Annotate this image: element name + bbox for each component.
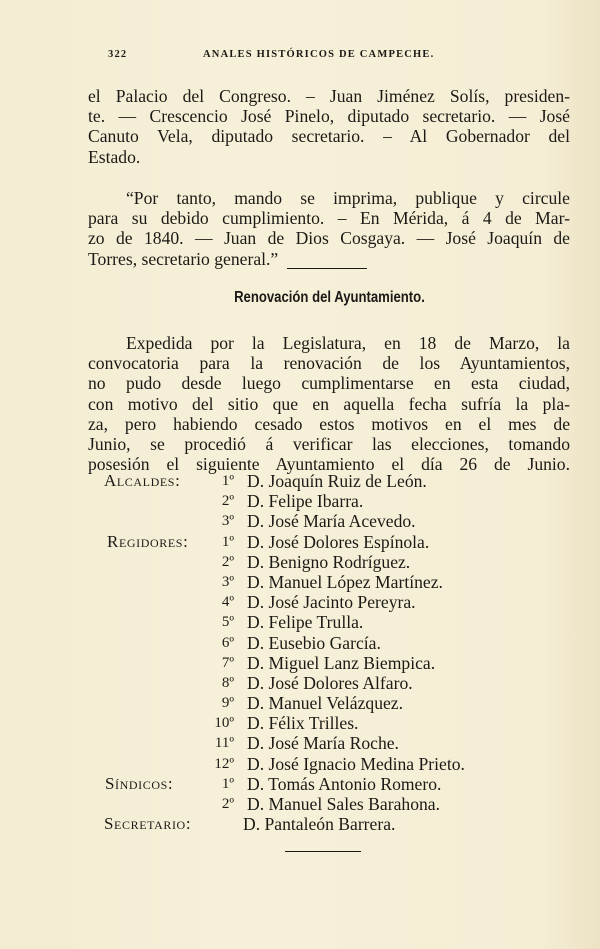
roster-category: Secretario: [104, 814, 192, 834]
roster-category: Regidores: [107, 531, 189, 551]
roster-ordinal: 1º [221, 533, 234, 550]
roster-ordinal: 5º [221, 614, 234, 631]
roster-ordinal: 3º [221, 513, 234, 530]
paragraph-renovation [88, 333, 570, 474]
roster-name: D. José Ignacio Medina Prieto. [247, 753, 465, 774]
roster-ordinal: 1º [221, 775, 234, 792]
roster-name: D. Felipe Ibarra. [247, 491, 364, 512]
text-line: Estado. [88, 146, 141, 167]
roster-name: D. Tomás Antonio Romero. [247, 773, 442, 794]
section-divider [287, 268, 367, 269]
roster-row [0, 491, 600, 511]
roster-name: D. Pantaleón Barrera. [243, 814, 396, 835]
roster-row [0, 693, 600, 713]
roster-row [0, 633, 600, 653]
section-heading: Renovación del Ayuntamiento. [234, 289, 425, 306]
end-divider [285, 851, 361, 852]
text-line: convocatoria para la renovación de los Ayuntamientos, [88, 353, 570, 374]
text-line: para su debido cumplimiento. – En Mérida, á 4 de Mar- [88, 208, 570, 229]
text-line: no pudo desde luego cumplimentarse en esta ciudad, [88, 373, 570, 394]
roster-row [0, 612, 600, 632]
roster-row [0, 653, 600, 673]
roster-name: D. Eusebio García. [247, 632, 381, 653]
text-line: za, pero habiendo cesado estos motivos en el mes de [88, 413, 570, 434]
text-line: zo de 1840. — Juan de Dios Cosgaya. — José Joaquín de [88, 228, 570, 249]
text-line: Canuto Vela, diputado secretario. – Al Gobernador del [88, 126, 570, 147]
roster-ordinal: 4º [221, 594, 234, 611]
page-number: 322 [108, 49, 128, 60]
roster-name: D. Felipe Trulla. [247, 612, 364, 633]
paragraph-promulgation [88, 188, 570, 269]
roster-name: D. Joaquín Ruiz de León. [247, 471, 427, 491]
roster-ordinal: 3º [221, 573, 234, 590]
roster-name: D. José Jacinto Pereyra. [247, 592, 416, 613]
running-title: ANALES HISTÓRICOS DE CAMPECHE. [203, 49, 435, 60]
roster-row [0, 673, 600, 693]
roster-name: D. Miguel Lanz Biempica. [247, 652, 436, 673]
roster-ordinal: 12º [214, 755, 234, 772]
roster-row [0, 511, 600, 531]
text-line: Expedida por la Legislatura, en 18 de Marzo, la [126, 333, 570, 353]
text-line: Junio, se procedió á verificar las elecciones, tomando [88, 434, 570, 455]
roster-name: D. Benigno Rodríguez. [247, 551, 411, 572]
roster-name: D. José Dolores Espínola. [247, 531, 430, 552]
roster-row [0, 794, 600, 814]
roster-row [0, 572, 600, 592]
roster-ordinal: 10º [214, 715, 234, 732]
roster-ordinal: 2º [221, 493, 234, 510]
roster-row [0, 592, 600, 612]
roster-name: D. Félix Trilles. [247, 713, 359, 734]
roster-ordinal: 2º [221, 796, 234, 812]
roster-name: D. José Dolores Alfaro. [247, 672, 413, 693]
roster-row [0, 774, 600, 794]
roster-name: D. José María Acevedo. [247, 511, 416, 532]
text-line: “Por tanto, mando se imprima, publique y circule [126, 188, 570, 208]
roster-ordinal: 11º [214, 735, 234, 752]
text-line: te. — Crescencio José Pinelo, diputado secretario. — José [88, 106, 570, 127]
roster-row [0, 552, 600, 572]
paragraph-decree-signatures [88, 86, 570, 167]
ayuntamiento-roster [0, 471, 600, 834]
roster-name: D. Manuel Velázquez. [247, 693, 404, 714]
roster-ordinal: 7º [221, 654, 234, 671]
roster-row [0, 471, 600, 491]
roster-name: D. José María Roche. [247, 733, 399, 754]
roster-row [0, 713, 600, 733]
roster-ordinal: 8º [221, 674, 234, 691]
roster-row [0, 814, 600, 834]
text-line: Torres, secretario general.” [88, 248, 279, 269]
roster-ordinal: 6º [221, 634, 234, 651]
text-line: posesión el siguiente Ayuntamiento el día 26 de Junio. [88, 454, 570, 475]
roster-category: Alcaldes: [104, 471, 181, 490]
roster-ordinal: 1º [221, 473, 234, 489]
roster-name: D. Manuel López Martínez. [247, 571, 443, 592]
roster-row [0, 733, 600, 753]
roster-row [0, 754, 600, 774]
text-line: con motivo del sitio que en aquella fecha sufría la pla- [88, 393, 570, 414]
roster-row [0, 532, 600, 552]
roster-ordinal: 2º [221, 553, 234, 570]
roster-name: D. Manuel Sales Barahona. [247, 794, 440, 814]
running-header [108, 49, 578, 65]
text-line: el Palacio del Congreso. – Juan Jiménez Solís, presiden- [88, 86, 570, 106]
roster-category: Síndicos: [105, 773, 174, 793]
roster-ordinal: 9º [221, 695, 234, 712]
